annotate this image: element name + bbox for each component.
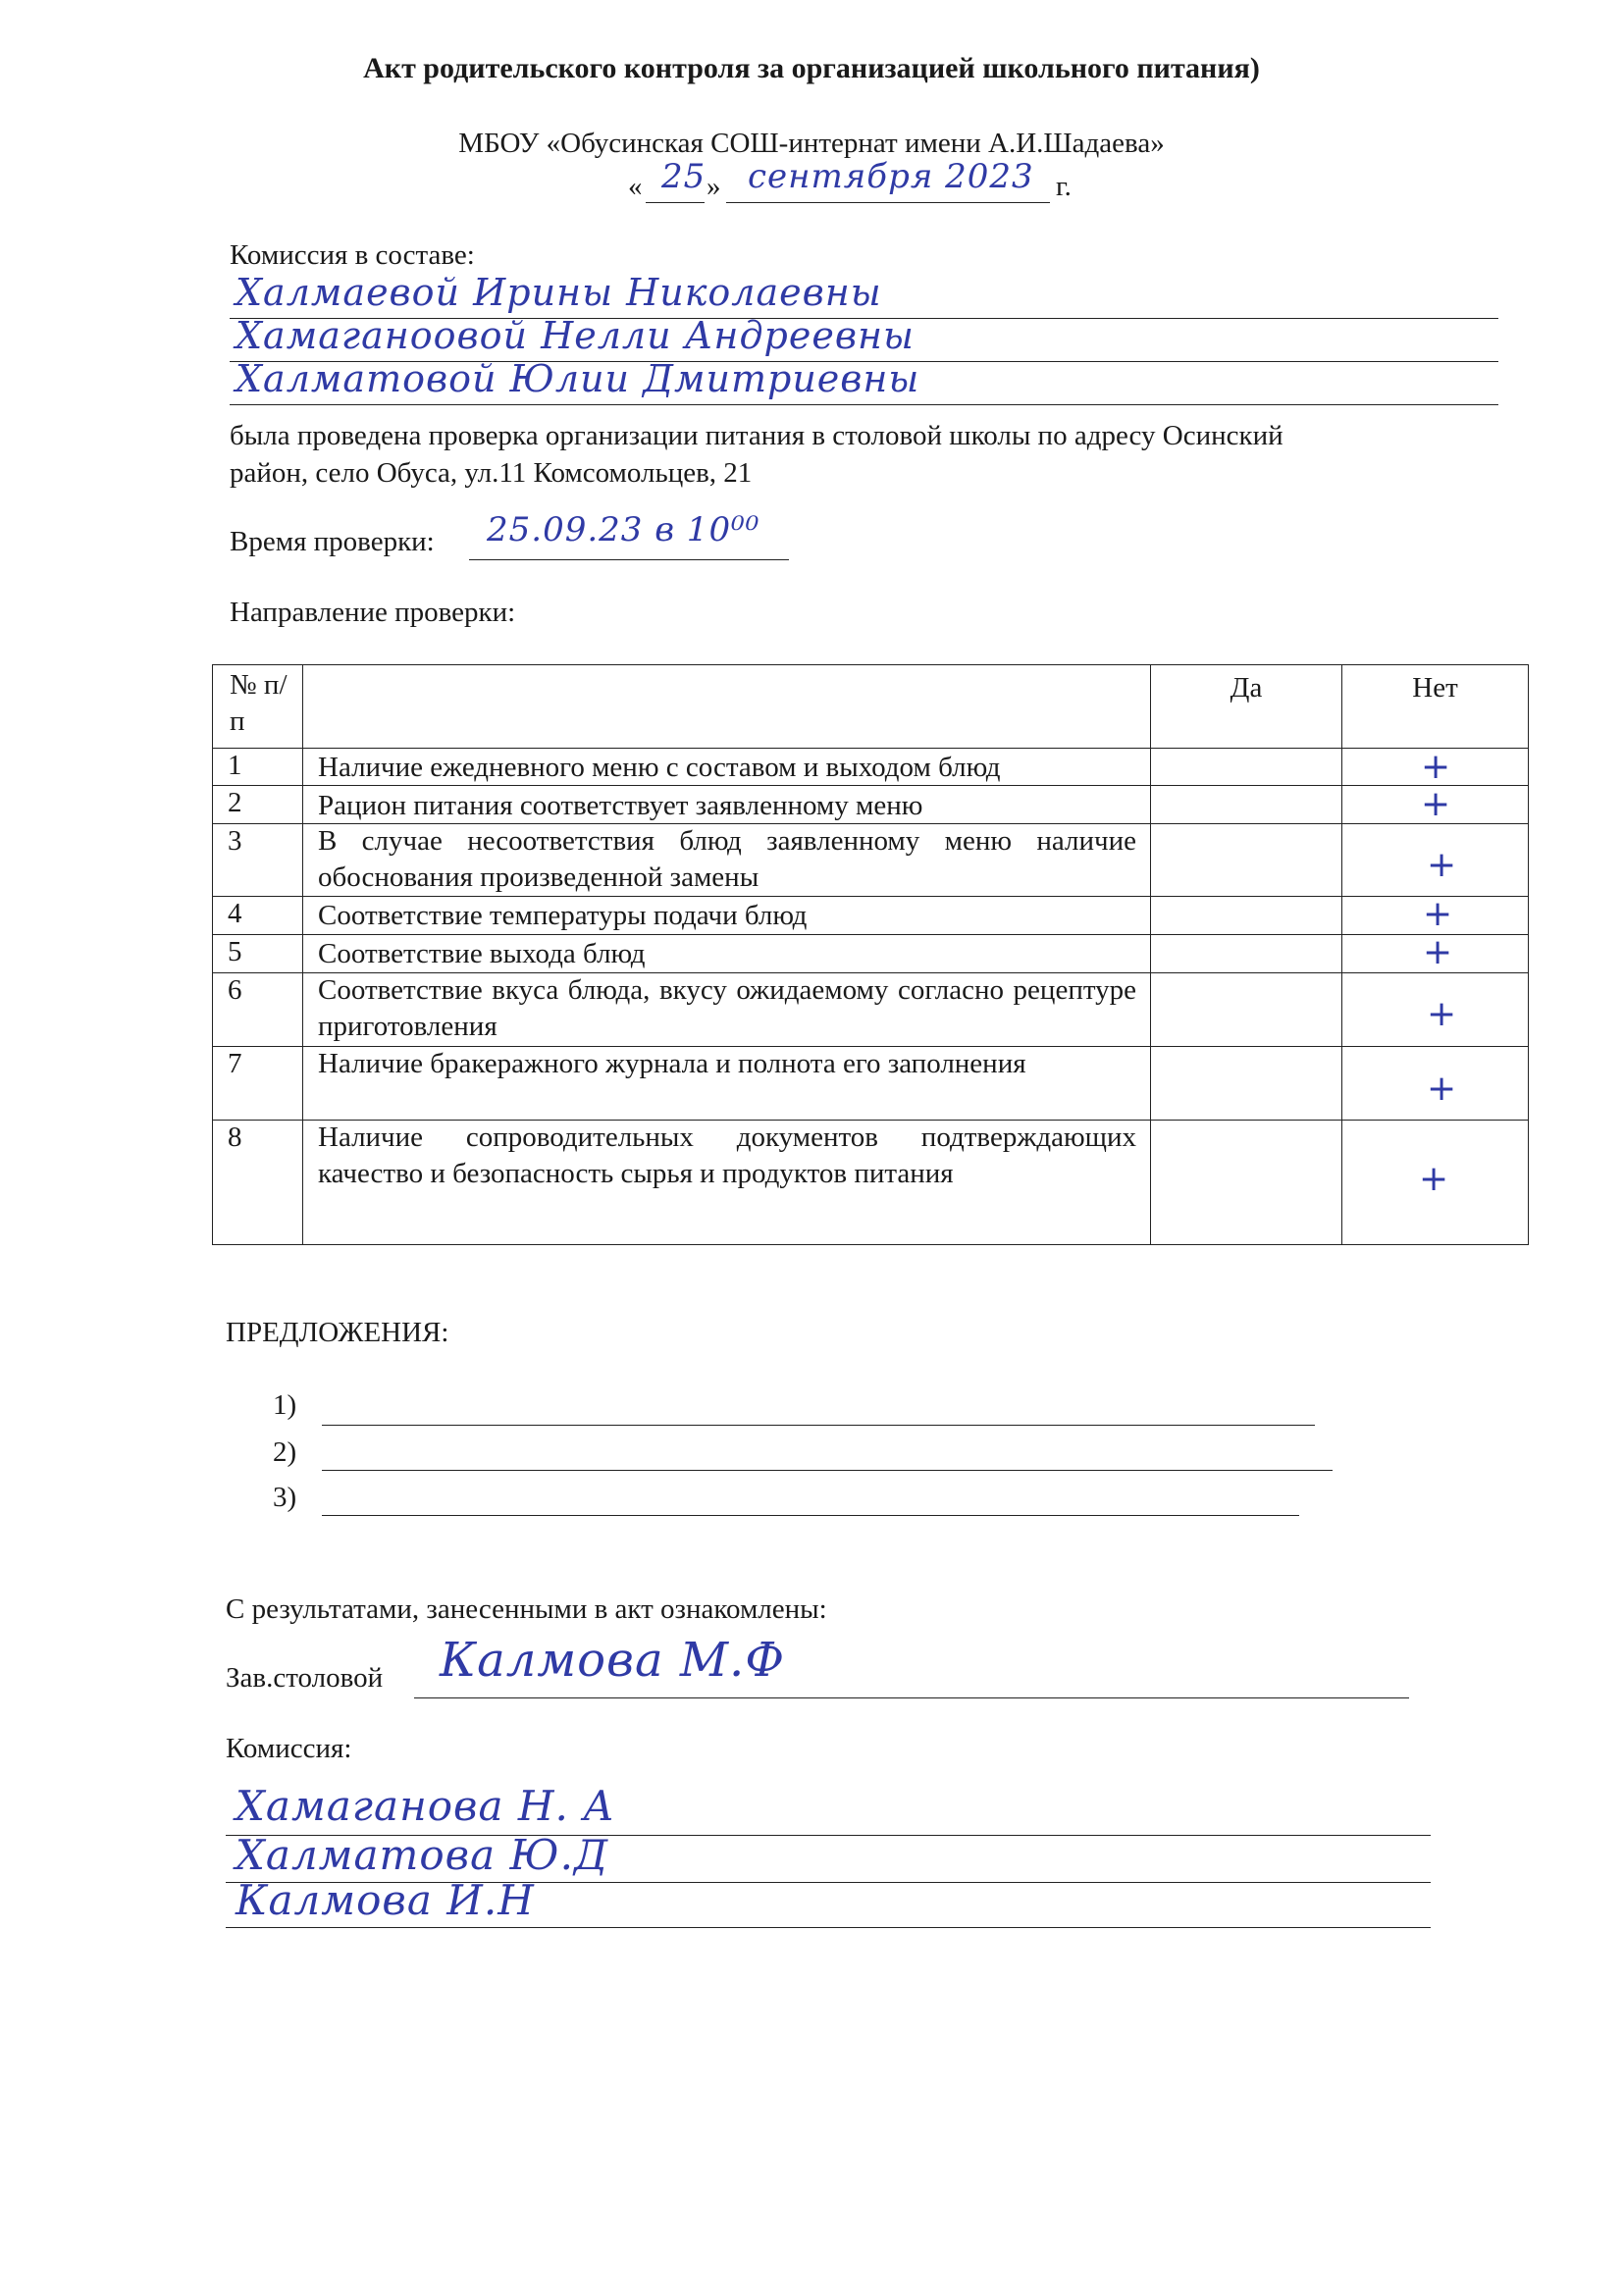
row-7-yes-mark: + — [1427, 1069, 1457, 1109]
row-1-text: Наличие ежедневного меню с составом и выходом блюд — [318, 752, 1001, 783]
commission-member-2: Хамаганоовой Нелли Андреевны — [236, 314, 915, 357]
row-5-yes-cell — [1150, 934, 1342, 973]
checklist-table — [212, 664, 1529, 1245]
row-6-yes-mark: + — [1427, 994, 1457, 1034]
date-month-underline — [726, 202, 1050, 203]
proposal-1-line — [322, 1425, 1315, 1426]
row-4-num: 4 — [228, 898, 242, 929]
row-2-text: Рацион питания соответствует заявленному меню — [318, 790, 923, 821]
row-6-yes-cell — [1150, 972, 1342, 1047]
row-2-num: 2 — [228, 787, 242, 818]
row-8-text: Наличие сопроводительных документов подтверждающих качество и безопасность сырья и продуктов питания — [318, 1122, 1136, 1189]
document-title: Акт родительского контроля за организацией школьного питания) — [363, 52, 1260, 84]
row-4-text: Соответствие температуры подачи блюд — [318, 900, 808, 931]
inspection-text-2: район, село Обуса, ул.11 Комсомольцев, 21 — [230, 457, 753, 489]
row-7-yes-cell — [1150, 1046, 1342, 1121]
table-row — [212, 896, 303, 935]
row-7-text: Наличие бракеражного журнала и полнота его заполнения — [318, 1048, 1026, 1079]
row-6-num: 6 — [228, 974, 242, 1006]
header-no: Нет — [1412, 672, 1458, 704]
date-day-underline — [646, 202, 705, 203]
commission-member-1: Халмаевой Ирины Николаевны — [236, 271, 882, 314]
row-4-yes-mark: + — [1423, 894, 1453, 934]
header-num: № п/п — [230, 669, 288, 737]
row-8-yes-mark: + — [1419, 1159, 1449, 1199]
row-6-text: Соответствие вкуса блюда, вкусу ожидаемому согласно рецептуре приготовления — [318, 974, 1136, 1042]
row-3-yes-mark: + — [1427, 845, 1457, 885]
time-label: Время проверки: — [230, 526, 435, 557]
table-row — [212, 1120, 303, 1245]
row-1-num: 1 — [228, 750, 242, 781]
date-quote-open: « — [628, 171, 643, 202]
proposal-1-num: 1) — [273, 1389, 297, 1421]
row-5-text: Соответствие выхода блюд — [318, 938, 646, 969]
commission-member-3: Халматовой Юлии Дмитриевны — [236, 357, 920, 400]
row-2-yes-mark: + — [1421, 784, 1451, 824]
row-8-yes-cell — [1150, 1120, 1342, 1245]
canteen-label: Зав.столовой — [226, 1662, 384, 1694]
row-5-yes-mark: + — [1423, 932, 1453, 972]
row-2-yes-cell — [1150, 785, 1342, 824]
time-underline — [469, 559, 789, 560]
school-name: МБОУ «Обусинская СОШ-интернат имени А.И.Шадаева» — [458, 128, 1165, 159]
row-8-num: 8 — [228, 1122, 242, 1153]
table-row — [212, 1046, 303, 1121]
row-1-yes-cell — [1150, 748, 1342, 786]
row-5-num: 5 — [228, 936, 242, 967]
commission-signature-3: Калмова И.Н — [236, 1876, 535, 1924]
time-value: 25.09.23 в 10⁰⁰ — [487, 510, 760, 549]
results-label: С результатами, занесенными в акт ознакомлены: — [226, 1593, 827, 1625]
act-date — [628, 157, 1119, 206]
header-item-cell — [302, 664, 1151, 749]
proposals-label: ПРЕДЛОЖЕНИЯ: — [226, 1317, 449, 1348]
commission-signature-1: Хамаганова Н. А — [236, 1782, 615, 1830]
date-day: 25 — [661, 157, 707, 196]
proposal-3-num: 3) — [273, 1482, 297, 1513]
inspection-text-1: была проведена проверка организации питания в столовой школы по адресу Осинский — [230, 420, 1283, 451]
header-yes: Да — [1230, 672, 1263, 704]
row-7-num: 7 — [228, 1048, 242, 1079]
table-row — [212, 972, 303, 1047]
results-commission-label: Комиссия: — [226, 1733, 352, 1764]
date-quote-close: » — [707, 171, 721, 202]
row-1-yes-mark: + — [1421, 747, 1451, 787]
date-year-suffix: г. — [1056, 171, 1072, 202]
direction-label: Направление проверки: — [230, 597, 516, 628]
commission-signature-line-3 — [226, 1927, 1431, 1928]
proposal-2-line — [322, 1470, 1333, 1471]
date-month-year: сентября 2023 — [748, 157, 1034, 196]
table-row — [212, 748, 303, 786]
table-row — [212, 823, 303, 897]
row-3-yes-cell — [1150, 823, 1342, 897]
row-3-text: В случае несоответствия блюд заявленному меню наличие обоснования произведенной замены — [318, 825, 1136, 893]
table-row — [212, 785, 303, 824]
commission-signature-2: Халматова Ю.Д — [236, 1831, 609, 1879]
row-3-num: 3 — [228, 825, 242, 857]
canteen-signature-line — [414, 1697, 1409, 1698]
table-row — [212, 934, 303, 973]
canteen-signature: Калмова М.Ф — [440, 1633, 786, 1688]
commission-line-3 — [230, 404, 1498, 405]
row-4-yes-cell — [1150, 896, 1342, 935]
proposal-2-num: 2) — [273, 1436, 297, 1468]
proposal-3-line — [322, 1515, 1299, 1516]
commission-label: Комиссия в составе: — [230, 239, 475, 271]
